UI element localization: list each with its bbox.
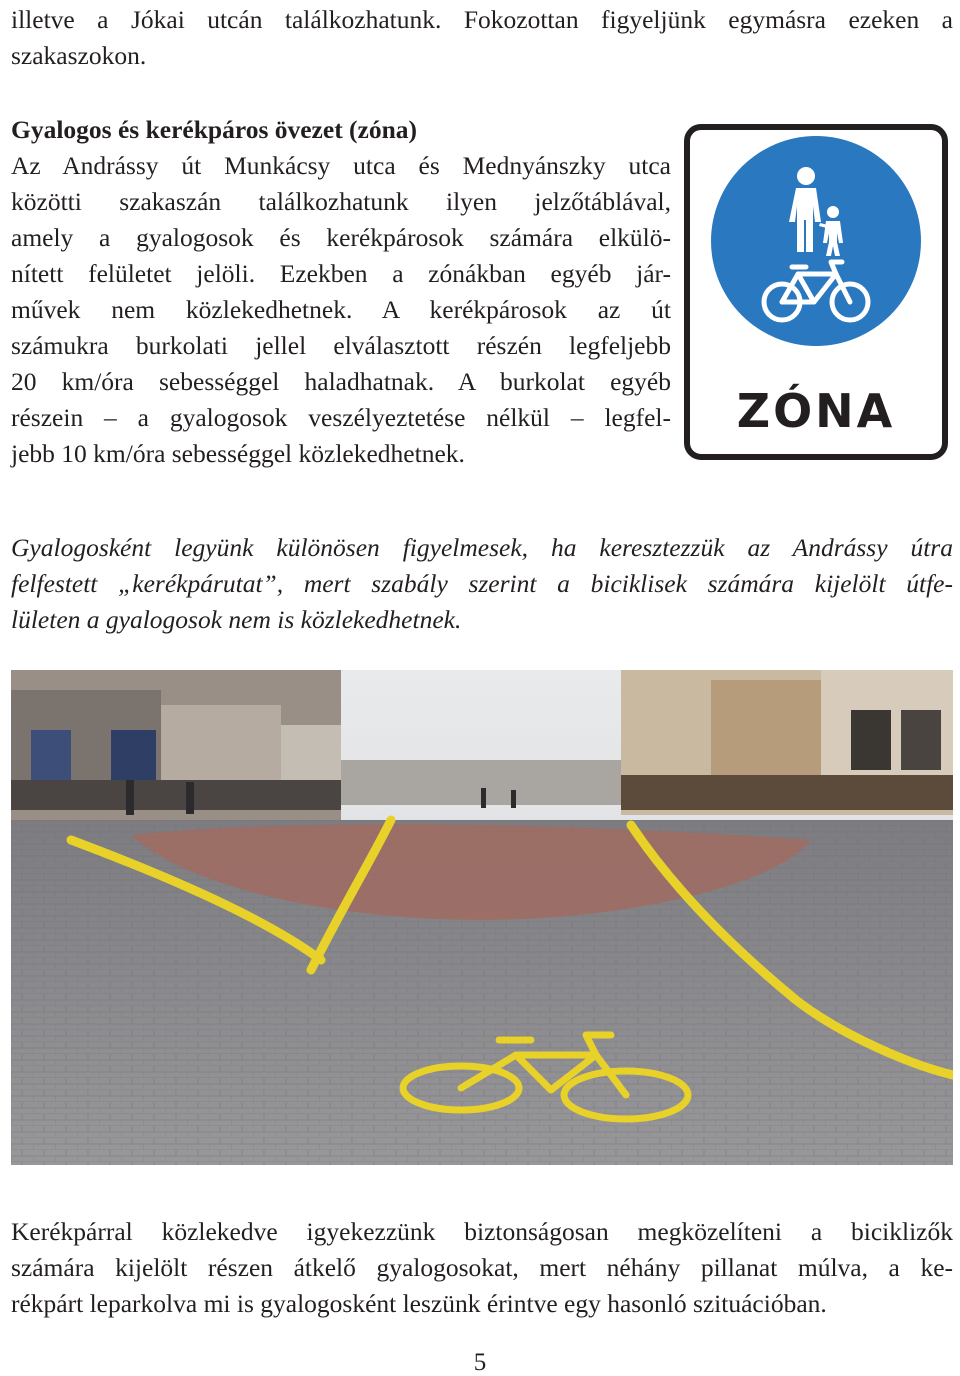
text-line: illetve a Jókai utcán találkozhatunk. Fokozottan figyeljünk egymásra ezeken a [11,5,953,34]
text-line: jebb 10 km/óra sebességgel közlekedhetnek. [11,439,465,468]
page-number: 5 [473,1349,487,1376]
text-line: művek nem közlekedhetnek. A kerékpárosok az út [11,295,671,324]
street-photo [11,670,953,1165]
sign-text: ZÓNA [736,384,896,438]
text-line: rékpárt leparkolva mi is gyalogosként leszünk érintve egy hasonló szituációban. [11,1289,827,1318]
buildings-right [621,670,953,815]
text-line: 20 km/óra sebességgel haladhatnak. A burkolat egyéb [11,367,671,396]
blue-circle [711,136,921,346]
intro-paragraph [11,2,953,74]
text-line: nített felületet jelöli. Ezekben a zónákban egyéb jár- [11,259,671,288]
pedestrian-bicycle-zone-sign [684,124,948,460]
zone-section [11,112,671,472]
bottom-paragraph [11,1214,953,1322]
text-line: Kerékpárral közlekedve igyekezzünk biztonságosan megközelíteni a biciklizők [11,1217,953,1246]
text-line: Az Andrássy út Munkácsy utca és Mednyánszky utca [11,151,671,180]
text-line: Gyalogosként legyünk különösen figyelmesek, ha keresztezzük az Andrássy útra [11,533,953,562]
text-line: felfestett „kerékpárutat”, mert szabály szerint a biciklisek számára kijelölt útfe- [11,569,953,598]
section-heading: Gyalogos és kerékpáros övezet (zóna) [11,115,418,144]
text-line: közötti szakaszán találkozhatunk ilyen jelzőtáblával, [11,187,671,216]
text-line: számukra burkolati jellel elválasztott részén legfeljebb [11,331,671,360]
text-line: számára kijelölt részen átkelő gyalogosokat, mert néhány pillanat múlva, a ke- [11,1253,953,1282]
text-line: részein – a gyalogosok veszélyeztetése nélkül – legfel- [11,403,671,432]
italic-note [11,530,953,638]
text-line: szakaszokon. [11,41,147,70]
buildings-left [11,670,341,820]
text-line: lületen a gyalogosok nem is közlekedhetnek. [11,605,462,634]
text-line: amely a gyalogosok és kerékpárosok számára elkülö- [11,223,671,252]
